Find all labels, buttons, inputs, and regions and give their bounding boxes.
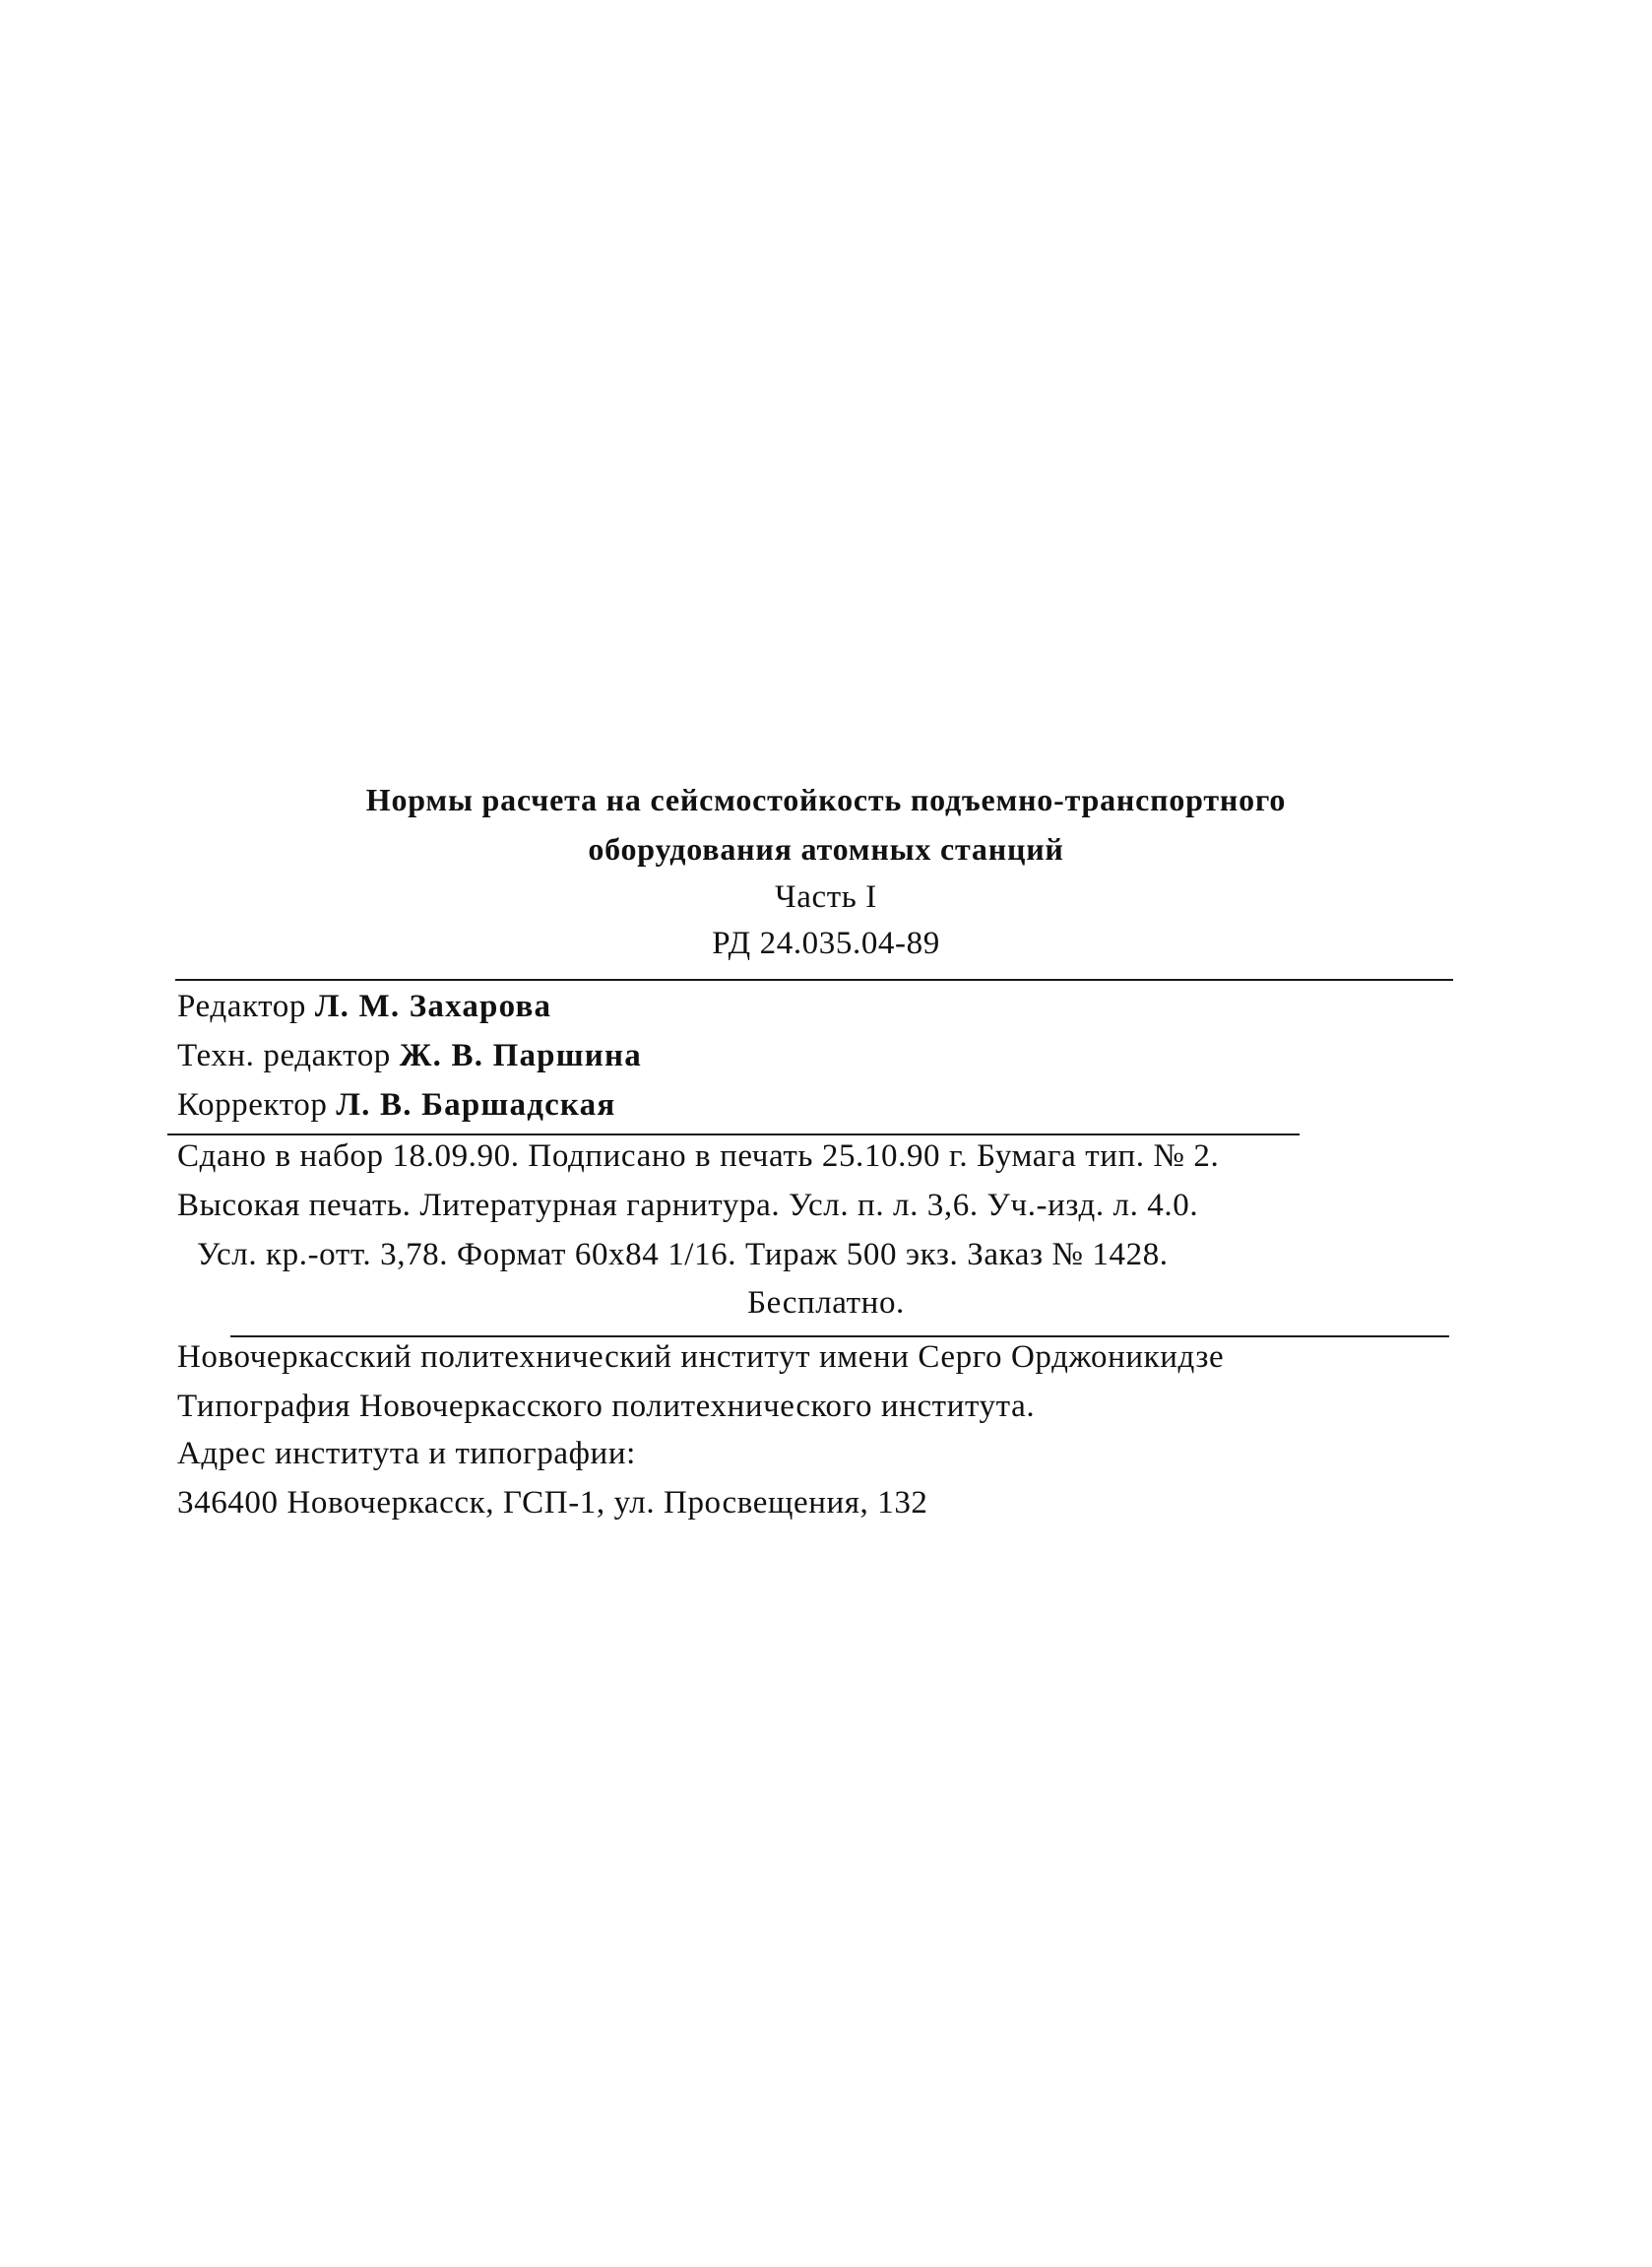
imprint-line-3: Усл. кр.-отт. 3,78. Формат 60х84 1/16. Тираж 500 экз. Заказ № 1428. xyxy=(197,1237,1169,1272)
publisher-line-4: 346400 Новочеркасск, ГСП-1, ул. Просвещения, 132 xyxy=(177,1485,928,1521)
credit-editor-label: Редактор xyxy=(177,989,306,1024)
divider-rule-3 xyxy=(230,1335,1449,1337)
divider-rule-2 xyxy=(167,1134,1300,1135)
credit-tech-editor xyxy=(177,1038,642,1074)
document-code: РД 24.035.04-89 xyxy=(712,926,940,961)
document-part: Часть I xyxy=(775,879,877,915)
imprint-line-1: Сдано в набор 18.09.90. Подписано в печать 25.10.90 г. Бумага тип. № 2. xyxy=(177,1138,1220,1174)
imprint-line-2: Высокая печать. Литературная гарнитура. Усл. п. л. 3,6. Уч.-изд. л. 4.0. xyxy=(177,1188,1199,1223)
credit-proofreader-label: Корректор xyxy=(177,1087,328,1123)
credit-editor xyxy=(177,989,551,1025)
document-title-line-1: Нормы расчета на сейсмостойкость подъемно-транспортного xyxy=(365,782,1287,817)
divider-rule-1 xyxy=(175,979,1453,981)
publisher-line-1: Новочеркасский политехнический институт имени Серго Орджоникидзе xyxy=(177,1339,1225,1375)
credit-proofreader-name: Л. В. Баршадская xyxy=(336,1087,616,1123)
document-title-line-2: оборудования атомных станций xyxy=(588,831,1064,867)
credit-proofreader xyxy=(177,1087,615,1124)
credit-tech-editor-label: Техн. редактор xyxy=(177,1038,391,1073)
imprint-line-4: Бесплатно. xyxy=(747,1285,905,1321)
credit-tech-editor-name: Ж. В. Паршина xyxy=(399,1038,642,1073)
credit-editor-name: Л. М. Захарова xyxy=(314,989,552,1024)
publisher-line-2: Типография Новочеркасского политехнического института. xyxy=(177,1389,1036,1424)
publisher-line-3: Адрес института и типографии: xyxy=(177,1436,636,1471)
